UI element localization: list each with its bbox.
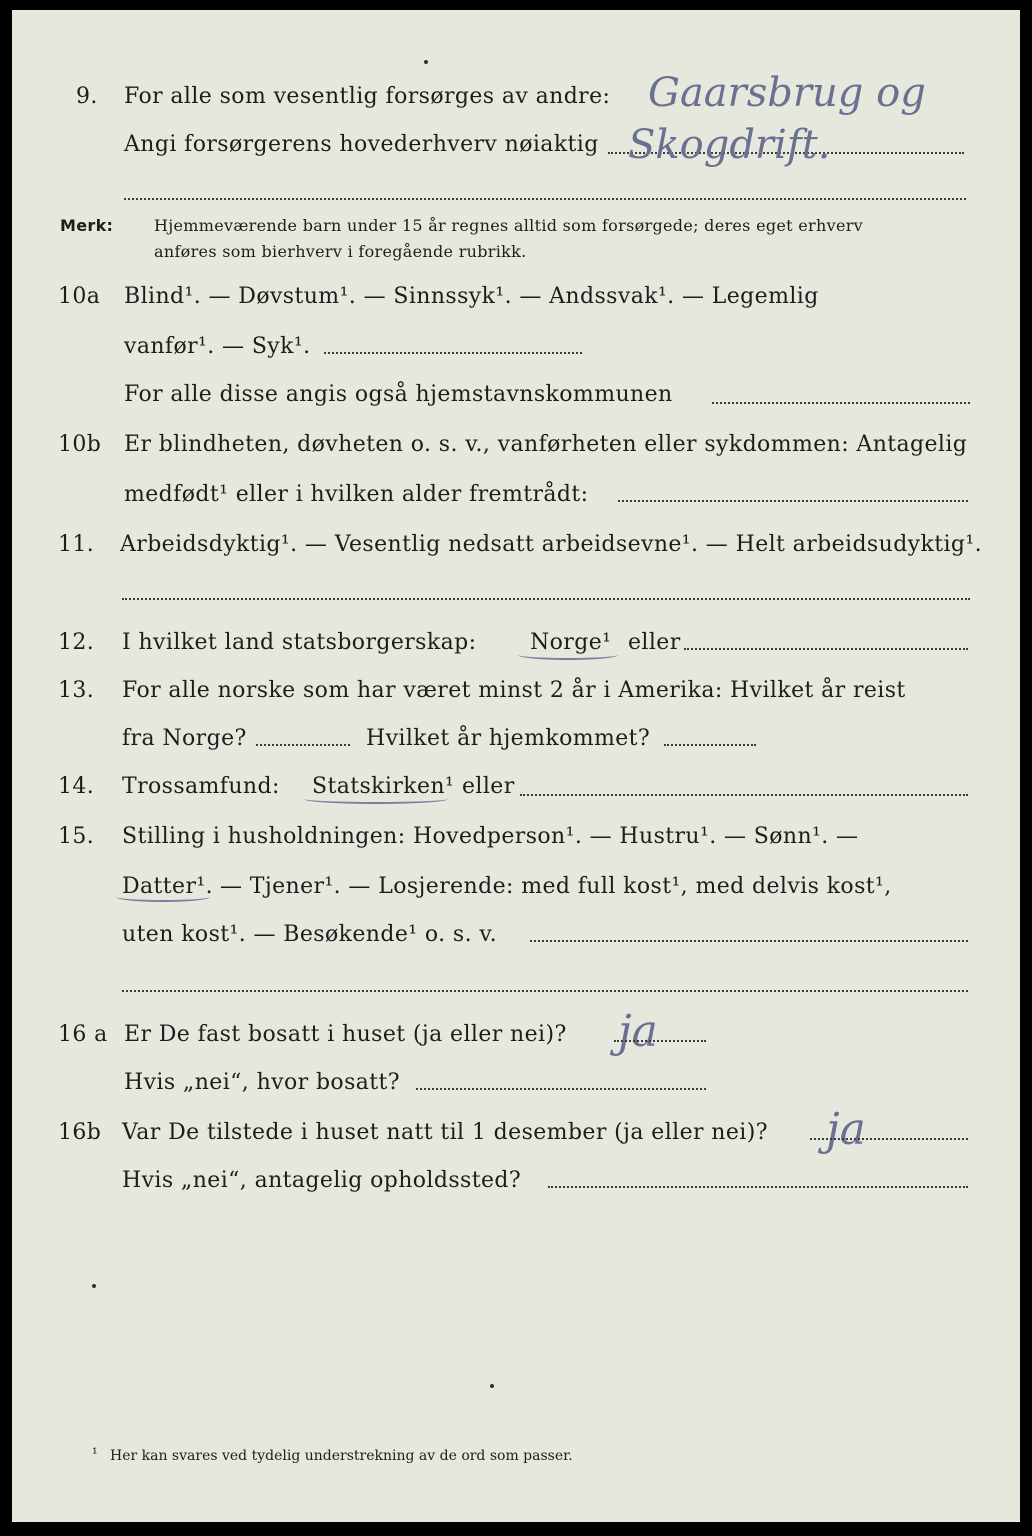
q12-handwritten-underline <box>518 650 618 660</box>
q10b-text-1: Er blindheten, døvheten o. s. v., vanførheten eller sykdommen: Antagelig <box>124 432 968 457</box>
q16a-text-2: Hvis „nei“, hvor bosatt? <box>124 1070 400 1095</box>
q15-number: 15. <box>58 824 95 849</box>
q11-extra-line <box>122 598 970 600</box>
q10a-text-2: vanfør¹. — Syk¹. <box>124 334 311 359</box>
q12-option-norge: Norge¹ <box>530 630 612 655</box>
stray-mark <box>92 1284 96 1288</box>
q16a-answer-line <box>614 1040 706 1042</box>
q16b-whereabouts-answer-line <box>548 1186 968 1188</box>
merk-label: Merk: <box>60 216 114 235</box>
q13-text-2a: fra Norge? <box>122 726 247 751</box>
q15-answer-line <box>530 940 968 942</box>
q10a-sick-answer-line <box>324 352 582 354</box>
merk-text-2: anføres som bierhverv i foregående rubrikk. <box>154 242 527 261</box>
q16b-number: 16b <box>58 1120 102 1145</box>
census-form-page <box>12 10 1020 1522</box>
stray-mark <box>424 60 428 64</box>
q12-number: 12. <box>58 630 95 655</box>
q14-option-statskirken: Statskirken¹ <box>312 774 455 799</box>
q10b-number: 10b <box>58 432 102 457</box>
q13-number: 13. <box>58 678 95 703</box>
q9-handwritten-answer-1: Gaarsbrug og <box>648 70 926 116</box>
q11-number: 11. <box>58 532 95 557</box>
q13-text-2b: Hvilket år hjemkommet? <box>366 726 651 751</box>
q9-text-1: For alle som vesentlig forsørges av andre: <box>124 84 611 109</box>
q16b-handwritten-answer: ja <box>826 1104 866 1155</box>
q15-handwritten-underline <box>116 892 210 902</box>
q15-text-1: Stilling i husholdningen: Hovedperson¹. — Hustru¹. — Sønn¹. — <box>122 824 859 849</box>
q14-answer-line <box>520 794 968 796</box>
q10a-text-1: Blind¹. — Døvstum¹. — Sinnssyk¹. — Andssvak¹. — Legemlig <box>124 284 819 309</box>
q10b-text-2: medfødt¹ eller i hvilken alder fremtrådt: <box>124 482 589 507</box>
q15-option-datter: Datter¹. <box>122 874 213 899</box>
q10b-answer-line <box>618 500 968 502</box>
q16a-text-1: Er De fast bosatt i huset (ja eller nei)? <box>124 1022 567 1047</box>
q16b-text-2: Hvis „nei“, antagelig opholdssted? <box>122 1168 522 1193</box>
q12-text-after: eller <box>628 630 681 655</box>
q9-number: 9. <box>76 84 98 109</box>
q13-return-answer-line <box>664 744 756 746</box>
q12-answer-line <box>684 648 968 650</box>
q16a-residence-answer-line <box>416 1088 706 1090</box>
footnote-mark: ¹ <box>92 1446 98 1462</box>
q16b-text-1: Var De tilstede i huset natt til 1 desember (ja eller nei)? <box>122 1120 768 1145</box>
q14-text-after: eller <box>462 774 515 799</box>
q14-handwritten-underline <box>304 794 448 804</box>
q10a-municipality-answer-line <box>712 402 970 404</box>
merk-text-1: Hjemmeværende barn under 15 år regnes alltid som forsørgede; deres eget erhverv <box>154 216 863 235</box>
q16b-answer-line <box>810 1138 968 1140</box>
q14-label: Trossamfund: <box>122 774 280 799</box>
q9-handwritten-answer-2: Skogdrift. <box>628 122 831 168</box>
footnote-text: Her kan svares ved tydelig understrekning av de ord som passer. <box>110 1448 573 1464</box>
stray-mark <box>490 1384 494 1388</box>
q15-text-3: uten kost¹. — Besøkende¹ o. s. v. <box>122 922 497 947</box>
q9-extra-line <box>124 198 966 200</box>
q16a-handwritten-answer: ja <box>618 1006 658 1057</box>
q12-text-1: I hvilket land statsborgerskap: <box>122 630 477 655</box>
q10a-text-3: For alle disse angis også hjemstavnskommunen <box>124 382 673 407</box>
q15-text-2: — Tjener¹. — Losjerende: med full kost¹, med delvis kost¹, <box>220 874 892 899</box>
q13-departure-answer-line <box>256 744 350 746</box>
q16a-number: 16 a <box>58 1022 108 1047</box>
q10a-number: 10a <box>58 284 101 309</box>
q11-text-1: Arbeidsdyktig¹. — Vesentlig nedsatt arbeidsevne¹. — Helt arbeidsudyktig¹. <box>120 532 983 557</box>
q9-text-2: Angi forsørgerens hovederhverv nøiaktig <box>124 132 599 157</box>
q14-number: 14. <box>58 774 95 799</box>
q15-extra-line <box>122 990 968 992</box>
q13-text-1: For alle norske som har været minst 2 år i Amerika: Hvilket år reist <box>122 678 906 703</box>
